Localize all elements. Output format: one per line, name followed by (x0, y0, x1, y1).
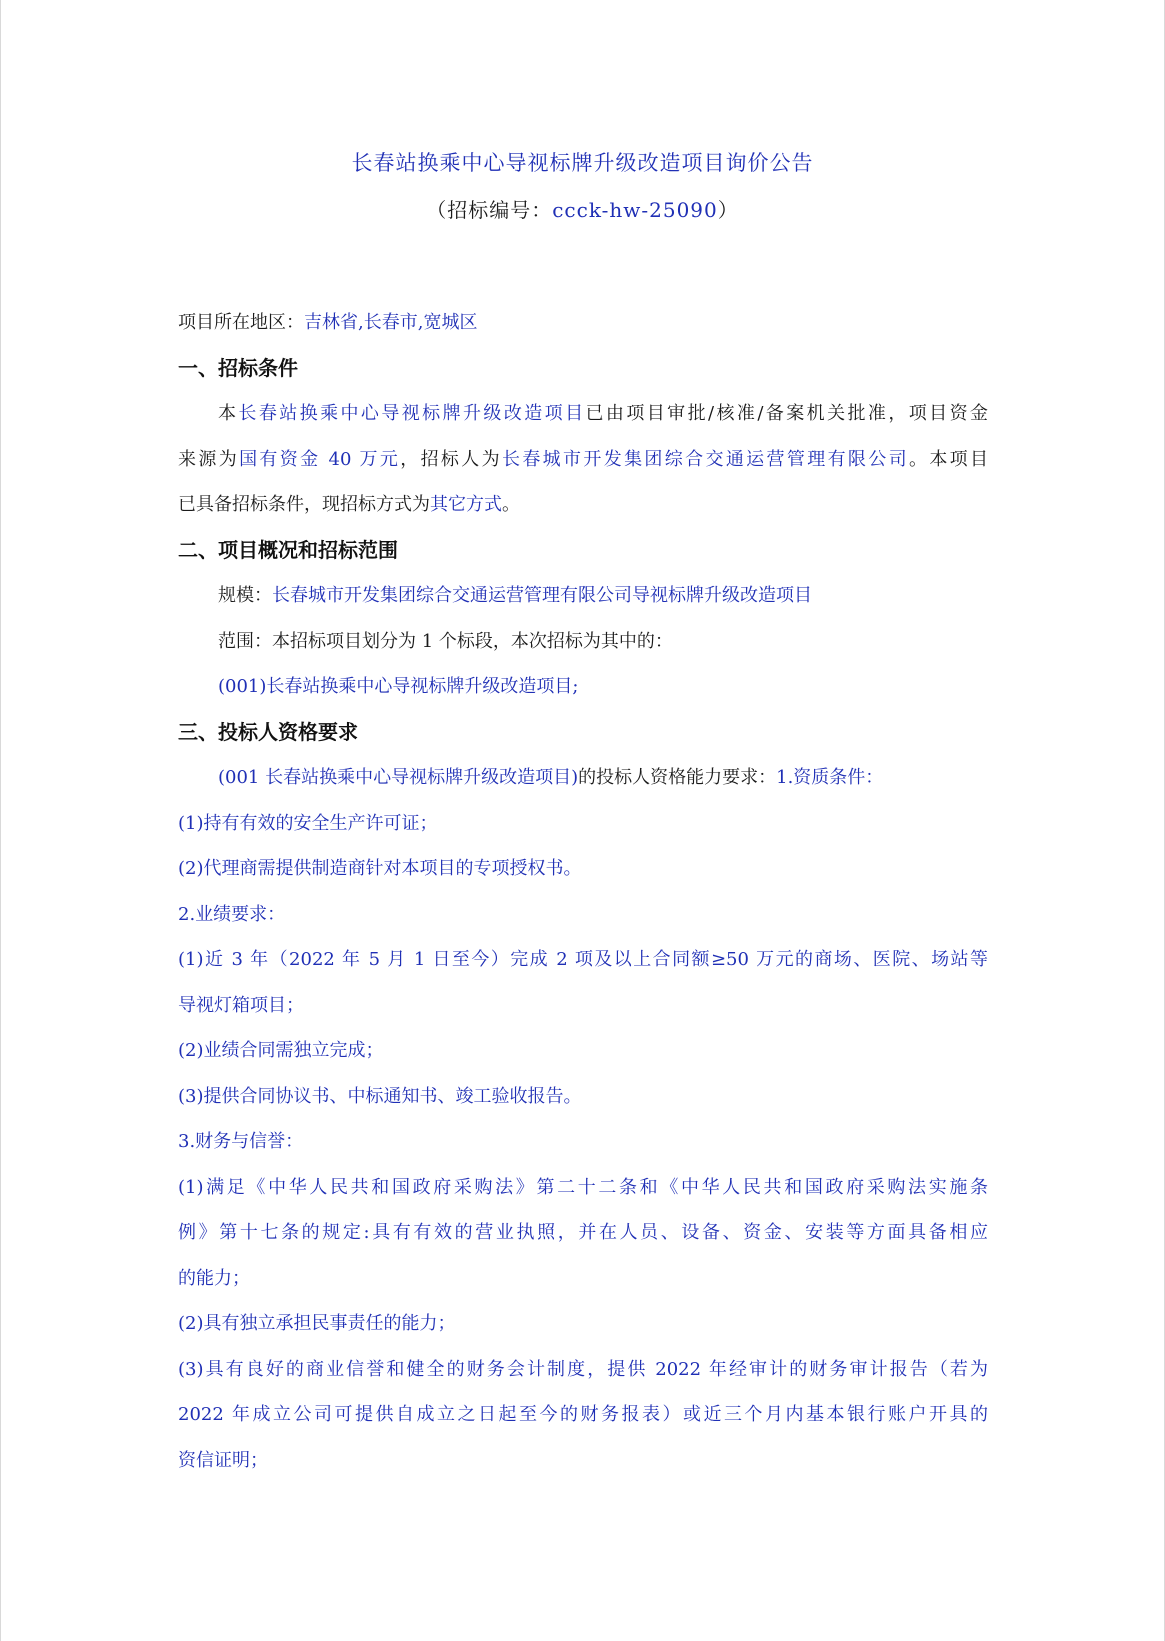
section-3-heading: 三、投标人资格要求 (178, 719, 358, 744)
text: 。本项目 (908, 448, 989, 470)
document-body (178, 300, 988, 1483)
tender-range: 范围：本招标项目划分为 1 个标段，本次招标为其中的： (218, 630, 673, 652)
finance-item-continued: 2022 年成立公司可提供自成立之日起至今的财务报表）或近三个月内基本银行账户开具的 (178, 1404, 988, 1425)
lot-reference: (001 长春站换乘中心导视标牌升级改造项目) (218, 767, 579, 788)
section-1-paragraph-line-2 (178, 437, 988, 483)
location-label: 项目所在地区： (178, 312, 304, 333)
qualification-title: 1.资质条件： (776, 767, 884, 788)
finance-item: (3)具有良好的商业信誉和健全的财务会计制度，提供 2022 年经审计的财务审计报告（若为 (178, 1358, 988, 1380)
performance-item: (2)业绩合同需独立完成； (178, 1040, 384, 1061)
text: 的投标人资格能力要求： (578, 767, 777, 788)
qualification-item: (1)持有有效的安全生产许可证； (178, 812, 438, 834)
performance-item: (3)提供合同协议书、中标通知书、竣工验收报告。 (178, 1085, 582, 1107)
document-title: 长春站换乘中心导视标牌升级改造项目询价公告 (351, 151, 814, 175)
section-1-heading: 一、招标条件 (178, 355, 298, 380)
scale-label: 规模： (218, 585, 272, 606)
finance-item: (2)具有独立承担民事责任的能力； (178, 1313, 456, 1334)
finance-item-continued: 的能力； (178, 1267, 250, 1289)
finance-item: (1)满足《中华人民共和国政府采购法》第二十二条和《中华人民共和国政府采购法实施条 (178, 1176, 988, 1198)
fund-source: 国有资金 40 万元 (239, 448, 401, 470)
performance-title: 2.业绩要求： (178, 903, 286, 925)
project-name: 长春站换乘中心导视标牌升级改造项目 (238, 403, 586, 424)
qualification-intro (178, 755, 988, 801)
project-scale (178, 573, 988, 619)
tender-number-open: （招标编号： (426, 198, 553, 222)
finance-item-continued: 资信证明； (178, 1449, 268, 1471)
text: ，招标人为 (400, 448, 502, 470)
text: 已由项目审批/核准/备案机关批准，项目资金 (585, 403, 988, 424)
lot-item: (001)长春站换乘中心导视标牌升级改造项目; (218, 676, 579, 697)
location-value: 吉林省,长春市,宽城区 (304, 312, 478, 333)
text: 。 (502, 494, 520, 515)
text: 已具备招标条件，现招标方式为 (178, 494, 430, 515)
project-location (178, 300, 988, 346)
scale-value: 长春城市开发集团综合交通运营管理有限公司导视标牌升级改造项目 (272, 585, 812, 606)
text: 本 (218, 403, 239, 424)
tender-number-code: ccck-hw-25090 (552, 198, 718, 222)
performance-item-continued: 导视灯箱项目； (178, 994, 304, 1016)
tender-method: 其它方式 (430, 494, 502, 515)
tenderer-name: 长春城市开发集团综合交通运营管理有限公司 (501, 448, 909, 470)
section-2-heading: 二、项目概况和招标范围 (178, 537, 398, 562)
tender-number (1, 194, 1164, 223)
qualification-item: (2)代理商需提供制造商针对本项目的专项授权书。 (178, 858, 582, 879)
text: 来源为 (178, 448, 240, 470)
finance-title: 3.财务与信誉： (178, 1131, 304, 1152)
performance-item: (1)近 3 年（2022 年 5 月 1 日至今）完成 2 项及以上合同额≥50 万元的商场、医院、场站等 (178, 949, 988, 970)
section-1-paragraph-line-3 (178, 482, 988, 528)
section-1-paragraph-line-1 (178, 391, 988, 437)
tender-number-close: ） (717, 198, 739, 222)
finance-item-continued: 例》第十七条的规定:具有有效的营业执照，并在人员、设备、资金、安装等方面具备相应 (178, 1222, 988, 1243)
